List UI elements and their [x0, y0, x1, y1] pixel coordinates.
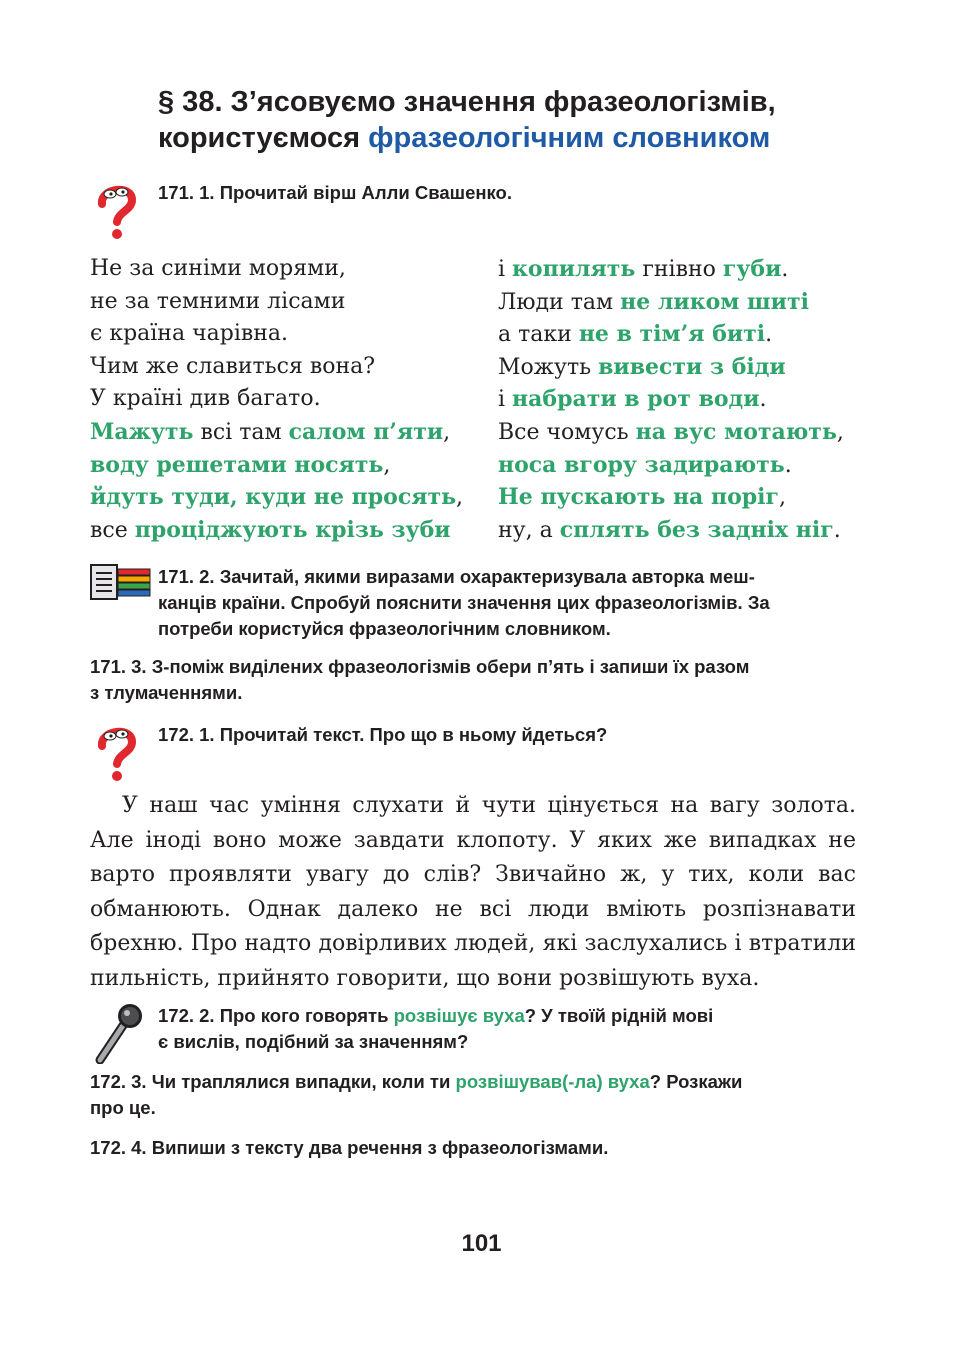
phraseologism: на вус мотають: [635, 418, 837, 445]
poem-line: [498, 416, 844, 449]
task-171-2-line: 171. 2. Зачитай, якими виразами охарактеризувала авторка меш-: [158, 566, 755, 587]
task-172-3-line-2: про це.: [90, 1097, 156, 1118]
poem-line: [90, 286, 463, 319]
poem-line: [498, 449, 844, 482]
poem-text: ,: [456, 485, 464, 511]
task-172-3-line-1: [90, 1069, 742, 1095]
title-line-2: [158, 120, 918, 156]
poem-line: [90, 481, 463, 514]
phraseologism: проціджують крізь зуби: [134, 516, 451, 543]
poem-line: [90, 416, 463, 449]
title-line-1: § 38. З’ясовуємо значення фразеологізмів,: [158, 86, 776, 118]
poem-text: Люди там: [498, 289, 621, 315]
task-172-2-line-1: [158, 1003, 858, 1029]
microphone-icon: [94, 1002, 146, 1064]
phraseologism: губи: [722, 256, 782, 282]
task-171-2-line: канців країни. Спробуй пояснити значення цих фразеологізмів. За: [158, 592, 770, 613]
task-172-3-highlight: розвішував(-ла) вуха: [455, 1071, 650, 1092]
task-172-3-text: 172. 3. Чи траплялися випадки, коли ти: [90, 1071, 456, 1092]
poem-line: [498, 514, 844, 547]
poem-text: .: [833, 517, 841, 543]
phraseologism: набрати в рот води: [512, 386, 760, 413]
books-icon: [90, 564, 152, 600]
poem-text: У країні див багато.: [90, 386, 321, 412]
poem-text: .: [781, 257, 789, 282]
phraseologism: Не пускають на поріг: [498, 484, 779, 511]
page-title: [158, 84, 918, 156]
poem-text: гнівно: [635, 257, 723, 282]
question-mark-icon: [92, 182, 142, 242]
poem-text: ну, а: [498, 517, 560, 543]
poem-line: [90, 383, 463, 416]
poem-text: Можуть: [498, 354, 599, 380]
phraseologism: сплять без задніх ніг: [559, 516, 834, 543]
page-number: 101: [461, 1230, 502, 1257]
phraseologism: не в тім’я биті: [578, 321, 766, 348]
poem-line: [498, 481, 844, 514]
task-172-1: 172. 1. Прочитай текст. Про що в ньому йдеться?: [158, 724, 608, 745]
poem-line: [90, 351, 463, 384]
phraseologism: вивести з біди: [598, 353, 786, 380]
poem-text: Чим же славиться вона?: [90, 353, 376, 379]
phraseologism: копилять: [512, 256, 636, 282]
phraseologism: Мажуть: [90, 418, 194, 445]
task-172-2: [158, 1003, 858, 1055]
phraseologism: йдуть туди, куди не просять: [90, 484, 457, 511]
poem-text: ,: [836, 419, 844, 445]
phraseologism: носа вгору задирають: [498, 451, 785, 478]
phraseologism: не ликом шиті: [620, 288, 809, 315]
poem-text: і: [498, 257, 513, 282]
poem-text: а таки: [498, 322, 579, 348]
task-172-3: [90, 1069, 742, 1121]
poem-line: [90, 514, 463, 547]
poem-line: [498, 383, 844, 416]
poem-text: .: [765, 322, 773, 348]
poem-left-column: [90, 253, 463, 546]
task-172-2-highlight: розвішує вуха: [393, 1005, 525, 1026]
task-171-3-line: 171. 3. З-поміж виділених фразеологізмів обери п’ять і запиши їх разом: [90, 656, 750, 677]
phraseologism: воду решетами носять: [90, 451, 384, 478]
task-171-2: [158, 564, 770, 642]
task-172-2-text-end: ? У твоїй рідній мові: [524, 1005, 714, 1026]
task-171-3-line: з тлумаченнями.: [90, 682, 243, 703]
poem-text: всі там: [193, 419, 289, 445]
poem-text: не за темними лісами: [90, 288, 346, 314]
poem-text: .: [784, 452, 792, 478]
poem-text: ,: [383, 452, 391, 478]
task-172-2-text: 172. 2. Про кого говорять: [158, 1005, 394, 1026]
poem-line: [90, 318, 463, 351]
question-mark-icon: [92, 724, 142, 784]
poem-line: [90, 253, 463, 286]
title-line-2-highlight: фразеологічним словником: [368, 122, 771, 154]
poem-text: ,: [443, 419, 451, 445]
task-172-2-line-2: є вислів, подібний за значенням?: [158, 1031, 469, 1052]
poem-text: є країна чарівна.: [90, 321, 289, 347]
poem-line: [498, 286, 844, 319]
prose-text: [90, 789, 856, 996]
poem-text: Все чомусь: [498, 419, 636, 445]
task-172-3-text-end: ? Розкажи: [649, 1071, 743, 1092]
poem-text: Не за синіми морями,: [90, 256, 346, 281]
poem-text: все: [90, 517, 135, 543]
poem-line: [90, 449, 463, 482]
poem-text: ,: [778, 485, 786, 511]
poem-text: і: [498, 387, 513, 413]
poem-line: [498, 351, 844, 384]
poem-line: [498, 253, 844, 286]
prose-paragraph: У наш час уміння слухати й чути цінується на вагу золота. Але іноді воно може завдати клопоту. У яких же випадках не варто проявляти увагу до слів? Звичайно ж, у тих, коли вас обманюють. Однак далеко не всі люди вміють розпізнавати брехню. Про надто довірливих людей, які заслухались і втратили пильність, прийнято говорити, що вони розвішують вуха.: [90, 793, 856, 991]
poem-right-column: [498, 253, 844, 546]
task-171-1: 171. 1. Прочитай вірш Алли Свашенко.: [158, 182, 512, 203]
title-line-2-plain: користуємося: [158, 122, 369, 154]
phraseologism: салом п’яти: [288, 418, 444, 445]
poem-line: [498, 318, 844, 351]
task-172-4: 172. 4. Випиши з тексту два речення з фразеологізмами.: [90, 1137, 609, 1158]
poem-text: .: [759, 387, 767, 413]
task-171-3: [90, 654, 749, 706]
task-171-2-line: потреби користуйся фразеологічним словником.: [158, 618, 611, 639]
